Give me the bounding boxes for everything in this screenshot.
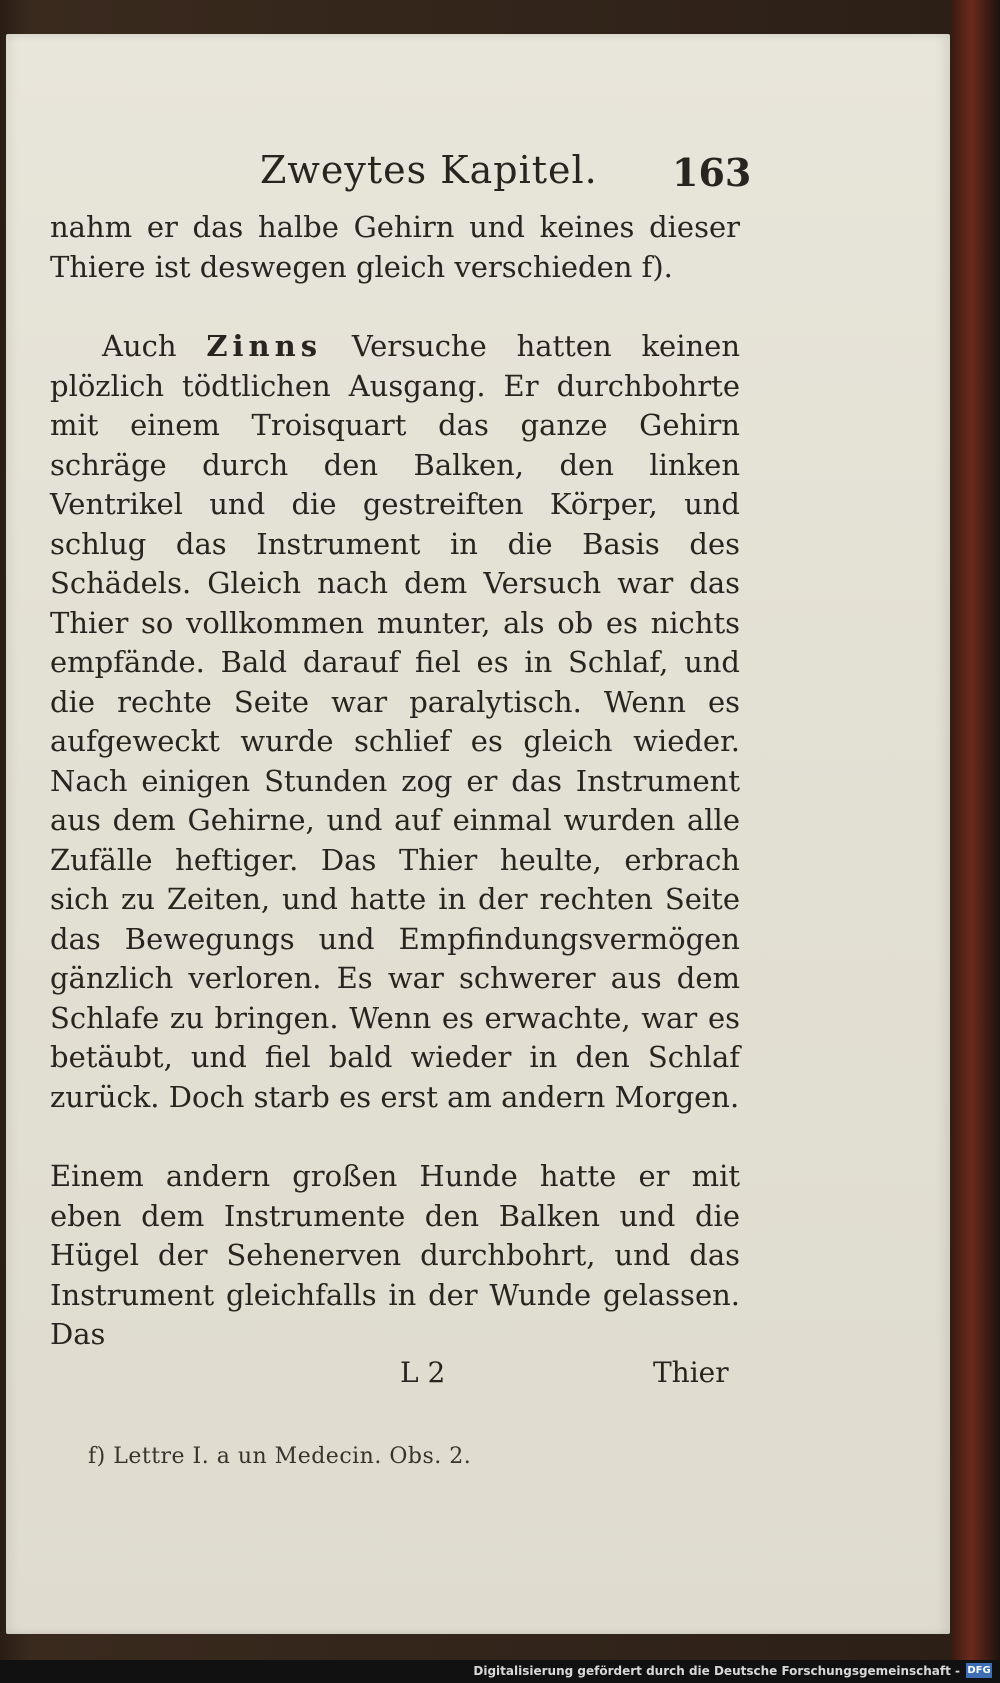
paragraph-2: [50, 327, 740, 1117]
dfg-credit-text: Digitalisierung gefördert durch die Deutsche Forschungsgemeinschaft -: [473, 1664, 960, 1678]
running-head: Zweytes Kapitel.: [260, 148, 598, 192]
signature-mark: L 2: [400, 1356, 446, 1389]
page-number: 163: [672, 150, 752, 195]
catchword: Thier: [653, 1356, 729, 1389]
paragraph-2-start: Auch: [102, 329, 207, 363]
body-text: [50, 208, 740, 1355]
author-name-zinn: Zinns: [206, 329, 323, 363]
paragraph-2-rest: Versuche hatten keinen plözlich tödtlichen Ausgang. Er durchbohrte mit einem Troisquart das ganze Gehirn schräge durch den Balken, den linken Ventrikel und die gestreiften Körper, und schlug das Instrument in die Basis des Schädels. Gleich nach dem Versuch war das Thier so vollkommen munter, als ob es nichts empfände. Bald darauf fiel es in Schlaf, und die rechte Seite war paralytisch. Wenn es aufgeweckt wurde schlief es gleich wieder. Nach einigen Stunden zog er das Instrument aus dem Gehirne, und auf einmal wurden alle Zufälle heftiger. Das Thier heulte, erbrach sich zu Zeiten, und hatte in der rechten Seite das Bewegungs und Empfindungsvermögen gänzlich verloren. Es war schwerer aus dem Schlafe zu bringen. Wenn es erwachte, war es betäubt, und fiel bald wieder in den Schlaf zurück. Doch starb es erst am andern Morgen.: [50, 329, 740, 1114]
book-binding-edge: [952, 0, 1000, 1683]
paragraph-3: Einem andern großen Hunde hatte er mit eben dem Instrumente den Balken und die Hügel der Sehenerven durchbohrt, und das Instrument gleichfalls in der Wunde gelassen. Das: [50, 1159, 740, 1351]
dfg-logo-icon: DFG: [967, 1665, 991, 1676]
footnote: f) Lettre I. a un Medecin. Obs. 2.: [88, 1444, 472, 1469]
paragraph-1: nahm er das halbe Gehirn und keines dieser Thiere ist deswegen gleich verschieden f).: [50, 210, 740, 284]
